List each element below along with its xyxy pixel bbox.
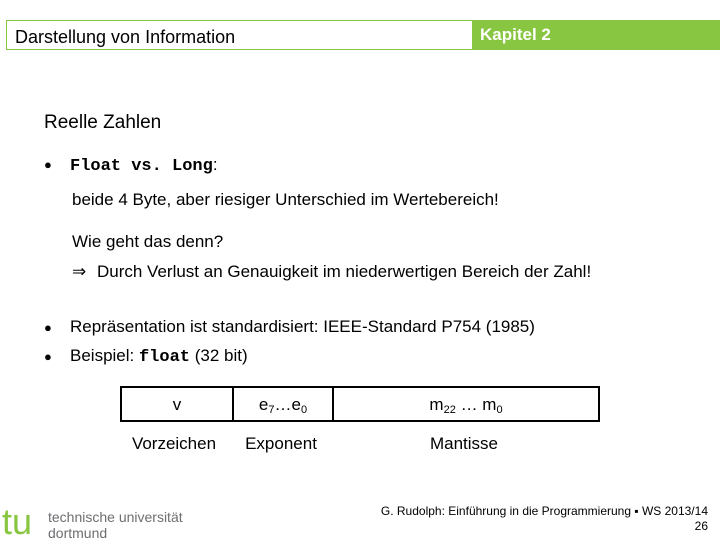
man-sub-high: 22 [443, 404, 456, 416]
tu-dortmund-logo [0, 503, 200, 545]
exp-dots: …e [274, 395, 301, 414]
man-symbol: m [429, 395, 444, 414]
exp-symbol: e [258, 395, 269, 414]
bullet1-line1: beide 4 Byte, aber riesiger Unterschied im Wertebereich! [72, 190, 499, 209]
caption-sign: Vorzeichen [131, 434, 217, 453]
footer-course: G. Rudolph: Einführung in die Programmierung ▪ WS 2013/14 [380, 504, 708, 518]
code-float: Float [70, 157, 122, 176]
chapter-label: Kapitel 2 [480, 25, 551, 44]
code-float-type: float [138, 348, 190, 367]
header-title-box [6, 20, 472, 50]
vs-text: vs. [121, 157, 173, 176]
sign-bit-cell: v [172, 395, 182, 414]
logo-mark: tu [2, 503, 33, 540]
footer [381, 504, 708, 534]
exp-sub-low: 0 [300, 404, 308, 416]
mantissa-cell [334, 395, 598, 416]
bullet3-prefix: Beispiel: [70, 346, 139, 365]
exp-sub-high: 7 [268, 404, 275, 416]
caption-exponent: Exponent [245, 434, 317, 453]
bullet1-line3-text: Durch Verlust an Genauigkeit im niederwertigen Bereich der Zahl! [96, 262, 592, 281]
logo-line1: technische universität [48, 509, 183, 525]
logo-line2: dortmund [48, 525, 108, 540]
implies-symbol: ⇒ [72, 262, 87, 281]
man-dots: … m [455, 395, 497, 414]
bullet-dot: ● [44, 157, 52, 172]
bullet-dot: ● [44, 320, 52, 335]
bullet2-text: Repräsentation ist standardisiert: IEEE-Standard P754 (1985) [70, 317, 535, 336]
man-sub-low: 0 [496, 404, 503, 416]
float-register [120, 386, 600, 422]
page-number: 26 [694, 519, 708, 533]
section-title: Reelle Zahlen [44, 112, 162, 133]
bullet3-text [70, 346, 248, 367]
chapter-box [472, 20, 720, 50]
bullet3-suffix: (32 bit) [190, 346, 248, 365]
bullet1-heading [70, 155, 218, 176]
exponent-cell [234, 395, 332, 416]
bullet1-line2: Wie geht das denn? [72, 232, 224, 251]
bullet1-line3 [72, 262, 591, 282]
bullet-dot: ● [44, 349, 52, 364]
header-title: Darstellung von Information [15, 27, 236, 47]
colon: : [212, 155, 218, 174]
code-long: Long [172, 157, 213, 176]
caption-mantissa: Mantisse [429, 434, 499, 453]
